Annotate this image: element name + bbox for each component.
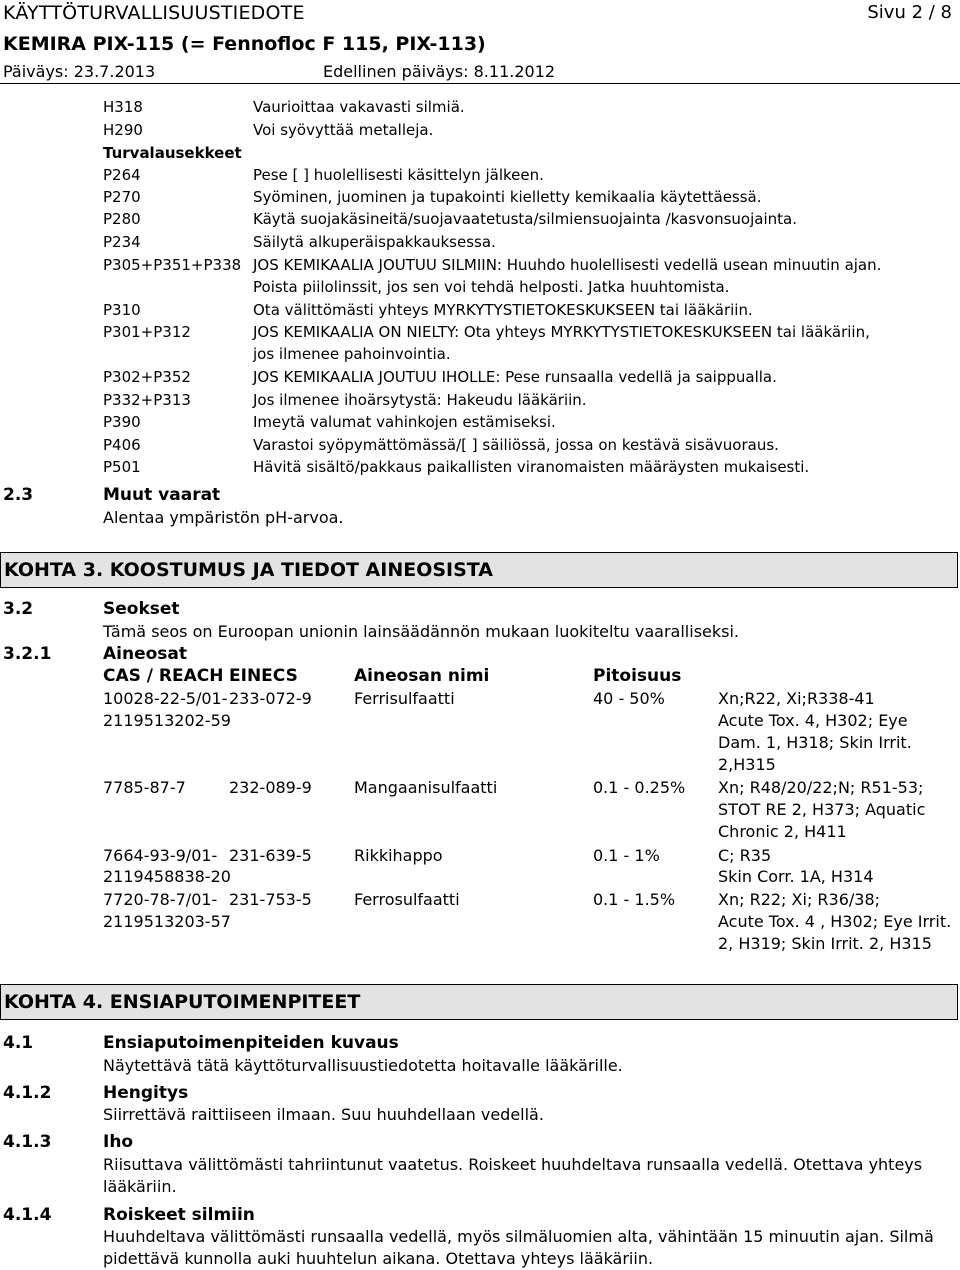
cas-number: 10028-22-5/01- — [103, 689, 228, 708]
classification: Dam. 1, H318; Skin Irrit. — [718, 733, 912, 752]
precautionary-code: P501 — [103, 458, 141, 476]
classification: Xn; R22; Xi; R36/38; — [718, 890, 881, 909]
precautionary-code: P305+P351+P338 — [103, 256, 242, 274]
cas-number: 7664-93-9/01- — [103, 846, 218, 865]
component-name: Rikkihappo — [354, 846, 443, 865]
section-3-title: KOHTA 3. KOOSTUMUS JA TIEDOT AINEOSISTA — [0, 552, 958, 588]
concentration: 0.1 - 1% — [593, 846, 660, 865]
component-name: Ferrosulfaatti — [354, 890, 460, 909]
section-heading: Hengitys — [103, 1083, 189, 1103]
hazard-text: Voi syövyttää metalleja. — [253, 121, 434, 139]
cas-number: 2119513203-57 — [103, 912, 231, 931]
other-hazards-text: Alentaa ympäristön pH-arvoa. — [103, 508, 344, 527]
classification: 2,H315 — [718, 755, 776, 774]
column-header: CAS / REACH — [103, 666, 224, 686]
section-number: 2.3 — [3, 485, 34, 505]
skin-text: lääkäriin. — [103, 1177, 177, 1196]
eye-text: pidettävä kunnolla auki huuhtelun aikana. Otettava yhteys lääkäriin. — [103, 1249, 654, 1268]
precautionary-text: JOS KEMIKAALIA JOUTUU IHOLLE: Pese runsaalla vedellä ja saippualla. — [253, 368, 777, 386]
precautionary-text: JOS KEMIKAALIA ON NIELTY: Ota yhteys MYRKYTYSTIETOKESKUKSEEN tai lääkäriin, — [253, 323, 870, 341]
classification: Chronic 2, H411 — [718, 822, 847, 841]
precautionary-text: JOS KEMIKAALIA JOUTUU SILMIIN: Huuhdo huolellisesti vedellä usean minuutin ajan. — [253, 256, 882, 274]
column-header: EINECS — [229, 666, 298, 686]
concentration: 0.1 - 0.25% — [593, 778, 686, 797]
classification: 2, H319; Skin Irrit. 2, H315 — [718, 934, 932, 953]
precautionary-text: Säilytä alkuperäispakkauksessa. — [253, 233, 496, 251]
einecs-number: 231-639-5 — [229, 846, 312, 865]
classification: C; R35 — [718, 846, 772, 865]
skin-text: Riisuttava välittömästi tahriintunut vaatetus. Roiskeet huuhdeltava runsaalla vedellä. Otettava yhteys — [103, 1155, 923, 1174]
section-number: 4.1 — [3, 1033, 34, 1053]
section-number: 4.1.3 — [3, 1132, 52, 1152]
precautionary-text: Poista piilolinssit, jos sen voi tehdä helposti. Jatka huuhtomista. — [253, 278, 730, 296]
eye-text: Huuhdeltava välittömästi runsaalla vedellä, myös silmäluomien alta, vähintään 15 minuutin ajan. Silmä — [103, 1227, 934, 1246]
cas-number: 2119458838-20 — [103, 867, 231, 886]
section-number: 4.1.2 — [3, 1083, 52, 1103]
classification: Acute Tox. 4, H302; Eye — [718, 711, 908, 730]
section-heading: Iho — [103, 1132, 134, 1152]
cas-number: 7785-87-7 — [103, 778, 186, 797]
classification: Xn;R22, Xi;R338-41 — [718, 689, 875, 708]
section-number: 3.2 — [3, 599, 34, 619]
precautionary-code: P310 — [103, 301, 141, 319]
precautionary-code: P390 — [103, 413, 141, 431]
precautionary-code: P234 — [103, 233, 141, 251]
precautionary-text: Imeytä valumat vahinkojen estämiseksi. — [253, 413, 556, 431]
section-4-title: KOHTA 4. ENSIAPUTOIMENPITEET — [0, 984, 958, 1020]
concentration: 40 - 50% — [593, 689, 665, 708]
document-title: KÄYTTÖTURVALLISUUSTIEDOTE — [3, 2, 305, 24]
classification: Skin Corr. 1A, H314 — [718, 867, 874, 886]
precautionary-text: Käytä suojakäsineitä/suojavaatetusta/silmiensuojainta /kasvonsuojainta. — [253, 210, 797, 228]
section-heading: Seokset — [103, 599, 180, 619]
section-heading: Roiskeet silmiin — [103, 1205, 255, 1225]
section-heading: Ensiaputoimenpiteiden kuvaus — [103, 1033, 399, 1053]
cas-number: 7720-78-7/01- — [103, 890, 218, 909]
section-number: 4.1.4 — [3, 1205, 52, 1225]
section-heading: Muut vaarat — [103, 485, 221, 505]
document-date: Päiväys: 23.7.2013 — [3, 62, 156, 81]
einecs-number: 231-753-5 — [229, 890, 312, 909]
first-aid-text: Näytettävä tätä käyttöturvallisuustiedotetta hoitavalle lääkärille. — [103, 1056, 623, 1075]
precautionary-text: jos ilmenee pahoinvointia. — [253, 345, 451, 363]
precautionary-text: Pese [ ] huolellisesti käsittelyn jälkeen. — [253, 166, 544, 184]
component-name: Ferrisulfaatti — [354, 689, 455, 708]
classification: Acute Tox. 4 , H302; Eye Irrit. — [718, 912, 952, 931]
einecs-number: 232-089-9 — [229, 778, 312, 797]
precautionary-text: Hävitä sisältö/pakkaus paikallisten viranomaisten määräysten mukaisesti. — [253, 458, 810, 476]
section-number: 3.2.1 — [3, 644, 52, 664]
inhalation-text: Siirrettävä raittiiseen ilmaan. Suu huuhdellaan vedellä. — [103, 1105, 544, 1124]
section-heading: Aineosat — [103, 644, 188, 664]
classification: STOT RE 2, H373; Aquatic — [718, 800, 926, 819]
precautionary-text: Varastoi syöpymättömässä/[ ] säiliössä, jossa on kestävä sisävuoraus. — [253, 436, 779, 454]
concentration: 0.1 - 1.5% — [593, 890, 676, 909]
precautionary-code: P302+P352 — [103, 368, 191, 386]
precautionary-code: P301+P312 — [103, 323, 191, 341]
precautionary-code: P332+P313 — [103, 391, 191, 409]
hazard-code: H318 — [103, 98, 143, 116]
precautionary-code: P264 — [103, 166, 141, 184]
mixtures-text: Tämä seos on Euroopan unionin lainsäädännön mukaan luokiteltu vaaralliseksi. — [103, 622, 740, 641]
hazard-code: H290 — [103, 121, 143, 139]
product-name: KEMIRA PIX-115 (= Fennofloc F 115, PIX-113) — [3, 33, 486, 55]
precautionary-text: Jos ilmenee ihoärsytystä: Hakeudu lääkäriin. — [253, 391, 587, 409]
einecs-number: 233-072-9 — [229, 689, 312, 708]
precautionary-code: P406 — [103, 436, 141, 454]
classification: Xn; R48/20/22;N; R51-53; — [718, 778, 924, 797]
header-divider — [0, 83, 960, 84]
document-page: KÄYTTÖTURVALLISUUSTIEDOTE Sivu 2 / 8 KEMIRA PIX-115 (= Fennofloc F 115, PIX-113) Päiväys: 23.7.2013 Edellinen päiväys: 8.11.2012 H318 Vaurioittaa vakavasti silmiä. H290 Voi syövyttää metalleja. Turvalausekkeet P264 Pese [ ] huolellisesti käsittelyn jälkeen. P270 Syöminen, juominen ja tupakointi kielletty kemikaalia käytettäessä. P280 Käytä suojakäsineitä/suojavaatetusta/silmiensuojainta /kasvonsuojainta. P234 Säilytä alkuperäispakkauksessa. P305+P351+P338 JOS KEMIKAALIA JOUTUU SILMIIN: Huuhdo huolellisesti vedellä usean minuutin ajan. Poista piilolinssit, jos sen voi tehdä helposti. Jatka huuhtomista. P310 Ota välittömästi yhteys MYRKYTYSTIETOKESKUKSEEN tai lääkäriin. P301+P312 JOS KEMIKAALIA ON NIELTY: Ota yhteys MYRKYTYSTIETOKESKUKSEEN tai lääkäriin, jos ilmenee pahoinvointia. P302+P352 JOS KEMIKAALIA JOUTUU IHOLLE: Pese runsaalla vedellä ja saippualla. P332+P313 Jos ilmenee ihoärsytystä: Hakeudu lääkäriin. P390 Imeytä valumat vahinkojen estämiseksi. P406 Varastoi syöpymättömässä/[ ] säiliössä, jossa on kestävä sisävuoraus. P501 Hävitä sisältö/pakkaus paikallisten viranomaisten määräysten mukaisesti. 2.3 Muut vaarat Alentaa ympäristön pH-arvoa. KOHTA 3. KOOSTUMUS JA TIEDOT AINEOSISTA 3.2 Seokset Tämä seos on Euroopan unionin lainsäädännön mukaan luokiteltu vaaralliseksi. 3.2.1 Aineosat CAS / REACH EINECS Aineosan nimi Pitoisuus 10028-22-5/01- 233-072-9 Ferrisulfaatti 40 - 50% Xn;R22, Xi;R338-41 2119513202-59 Acute Tox. 4, H302; Eye Dam. 1, H318; Skin Irrit. 2,H315 7785-87-7 232-089-9 Mangaanisulfaatti 0.1 - 0.25% Xn; R48/20/22;N; R51-53; STOT RE 2, H373; Aquatic Chronic 2, H411 7664-93-9/01- 231-639-5 Rikkihappo 0.1 - 1% C; R35 2119458838-20 Skin Corr. 1A, H314 7720-78-7/01- 231-753-5 Ferrosulfaatti 0.1 - 1.5% Xn; R22; Xi; R36/38; 2119513203-57 Acute Tox. 4 , H302; Eye Irrit. 2, H319; Skin Irrit. 2, H315 KOHTA 4. ENSIAPUTOIMENPITEET 4.1 Ensiaputoimenpiteiden kuvaus Näytettävä tätä käyttöturvallisuustiedotetta hoitavalle lääkärille. 4.1.2 Hengitys Siirrettävä raittiiseen ilmaan. Suu huuhdellaan vedellä. 4.1.3 Iho Riisuttava välittömästi tahriintunut vaatetus. Roiskeet huuhdeltava runsaalla vedellä. Otettava yhteys lääkäriin. 4.1.4 Roiskeet silmiin Huuhdeltava välittömästi runsaalla vedellä, myös silmäluomien alta, vähintään 15 minuutin ajan. Silmä pidettävä kunnolla auki huuhtelun aikana. Otettava yhteys lääkäriin. — [0, 0, 960, 1269]
precautionary-code: P280 — [103, 210, 141, 228]
precautionary-text: Ota välittömästi yhteys MYRKYTYSTIETOKESKUKSEEN tai lääkäriin. — [253, 301, 753, 319]
component-name: Mangaanisulfaatti — [354, 778, 498, 797]
hazard-text: Vaurioittaa vakavasti silmiä. — [253, 98, 465, 116]
page-number: Sivu 2 / 8 — [867, 2, 952, 23]
column-header: Aineosan nimi — [354, 666, 490, 686]
previous-date: Edellinen päiväys: 8.11.2012 — [323, 62, 556, 81]
cas-number: 2119513202-59 — [103, 711, 231, 730]
precautionary-text: Syöminen, juominen ja tupakointi kielletty kemikaalia käytettäessä. — [253, 188, 762, 206]
column-header: Pitoisuus — [593, 666, 682, 686]
precautionary-code: P270 — [103, 188, 141, 206]
